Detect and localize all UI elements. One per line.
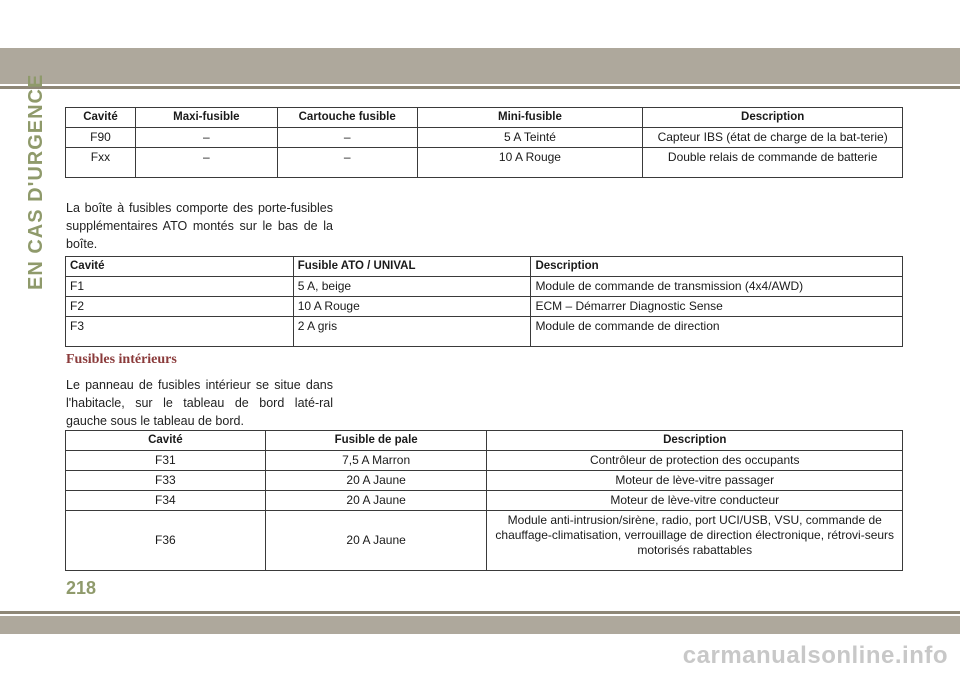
- table-cell: –: [135, 148, 277, 178]
- table-header-row: [66, 257, 903, 277]
- table-cell: –: [135, 128, 277, 148]
- table-cell: F3: [66, 317, 294, 347]
- side-section-title: [24, 73, 52, 290]
- table-cell: Contrôleur de protection des occupants: [487, 451, 903, 471]
- table-row: [66, 511, 903, 571]
- table-cell: F34: [66, 491, 266, 511]
- column-header: Cartouche fusible: [277, 108, 417, 128]
- body-paragraph: Le panneau de fusibles intérieur se situe dans l'habitacle, sur le tableau de bord laté-ral gauche sous le tableau de bord.: [66, 378, 333, 428]
- table-cell: 5 A, beige: [293, 277, 531, 297]
- table-cell: F90: [66, 128, 136, 148]
- table-cell: –: [277, 148, 417, 178]
- section-heading: Fusibles intérieurs: [66, 352, 177, 367]
- header-band: [0, 48, 960, 84]
- footer-rule: [0, 611, 960, 614]
- column-header: Description: [643, 108, 903, 128]
- table-row: [66, 128, 903, 148]
- column-header: Maxi-fusible: [135, 108, 277, 128]
- ato-fuse-table: [65, 256, 903, 347]
- table-row: [66, 317, 903, 347]
- side-title-text: EN CAS D'URGENCE: [25, 73, 47, 290]
- table-cell: F33: [66, 471, 266, 491]
- table-cell: 10 A Rouge: [293, 297, 531, 317]
- watermark-text: carmanualsonline.info: [682, 642, 948, 669]
- body-paragraph: La boîte à fusibles comporte des porte-fusibles supplémentaires ATO montés sur le bas de la boîte.: [66, 201, 333, 251]
- table-cell: Module de commande de transmission (4x4/AWD): [531, 277, 903, 297]
- footer-band: [0, 616, 960, 634]
- table-cell: 20 A Jaune: [265, 471, 487, 491]
- column-header: Description: [487, 431, 903, 451]
- maxi-fuse-table: [65, 107, 903, 178]
- table-cell: ECM – Démarrer Diagnostic Sense: [531, 297, 903, 317]
- header-rule: [0, 86, 960, 89]
- table-cell: 20 A Jaune: [265, 511, 487, 571]
- column-header: Cavité: [66, 431, 266, 451]
- interior-fuse-table: [65, 430, 903, 571]
- table-header-row: [66, 108, 903, 128]
- table-row: [66, 491, 903, 511]
- column-header: Mini-fusible: [417, 108, 643, 128]
- table-row: [66, 297, 903, 317]
- page-number: 218: [66, 578, 97, 598]
- table-cell: Fxx: [66, 148, 136, 178]
- table-cell: F36: [66, 511, 266, 571]
- table-cell: Moteur de lève-vitre passager: [487, 471, 903, 491]
- table-row: [66, 277, 903, 297]
- table-row: [66, 451, 903, 471]
- table-cell: Capteur IBS (état de charge de la bat-terie): [643, 128, 903, 148]
- table-row: [66, 148, 903, 178]
- table-cell: 2 A gris: [293, 317, 531, 347]
- column-header: Cavité: [66, 108, 136, 128]
- table-cell: 7,5 A Marron: [265, 451, 487, 471]
- column-header: Description: [531, 257, 903, 277]
- column-header: Fusible ATO / UNIVAL: [293, 257, 531, 277]
- table-cell: 5 A Teinté: [417, 128, 643, 148]
- table-cell: –: [277, 128, 417, 148]
- table-cell: 20 A Jaune: [265, 491, 487, 511]
- column-header: Fusible de pale: [265, 431, 487, 451]
- table-cell: Moteur de lève-vitre conducteur: [487, 491, 903, 511]
- table-header-row: [66, 431, 903, 451]
- table-cell: F2: [66, 297, 294, 317]
- table-cell: F1: [66, 277, 294, 297]
- table-cell: Module anti-intrusion/sirène, radio, port UCI/USB, VSU, commande de chauffage-climatisation, verrouillage de direction électronique, rétrovi-seurs motorisés rabattables: [487, 511, 903, 571]
- column-header: Cavité: [66, 257, 294, 277]
- table-cell: F31: [66, 451, 266, 471]
- table-cell: 10 A Rouge: [417, 148, 643, 178]
- table-row: [66, 471, 903, 491]
- table-cell: Module de commande de direction: [531, 317, 903, 347]
- table-cell: Double relais de commande de batterie: [643, 148, 903, 178]
